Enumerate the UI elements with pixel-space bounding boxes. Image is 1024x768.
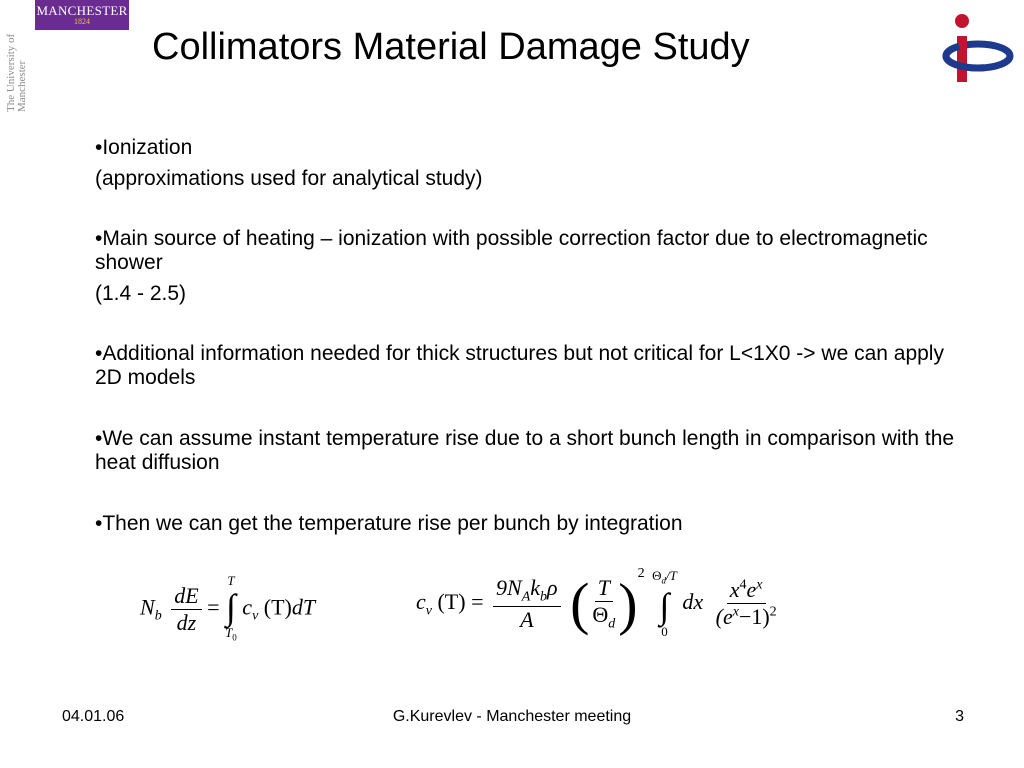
bullet-integration: •Then we can get the temperature rise per bunch by integration: [95, 512, 683, 535]
bullet-heating: •Main source of heating – ionization with possible correction factor due to electromagnetic shower: [95, 227, 928, 274]
page-title: Collimators Material Damage Study: [152, 26, 750, 68]
ip-logo-icon: [938, 12, 1014, 84]
logo-name: MANCHESTER: [36, 3, 128, 18]
page-number: 3: [955, 708, 964, 725]
manchester-logo: [35, 0, 129, 30]
correction-factor: (1.4 - 2.5): [95, 282, 187, 305]
equation-heat-capacity: $c_v$ (T) = $\frac{9N_Ak_b\rho}{A}$ ( $\frac{T}{\Theta_d}$ )$^2$ $\Theta_d/T$ ∫ 0 dx $\frac{x^4e^x}{(e^x-1)^2}$: [416, 566, 777, 640]
ionization-note: (approximations used for analytical study): [95, 167, 483, 190]
equations: [140, 556, 880, 656]
bullet-ionization: •Ionization: [95, 136, 193, 159]
footer-center: G.Kurevlev - Manchester meeting: [392, 708, 632, 725]
equation-energy: $N_b$ $\frac{dE}{dz}$ = T ∫ $T_0$ $c_v$ (T)dT: [140, 573, 316, 643]
bullet-instant: •We can assume instant temperature rise due to a short bunch length in comparison with the heat diffusion: [95, 427, 955, 474]
university-side-text: The University of Manchester: [5, 33, 28, 112]
slide-content: [95, 136, 965, 536]
footer-date: 04.01.06: [62, 708, 125, 725]
bullet-additional: •Additional information needed for thick structures but not critical for L<1X0 -> we can apply 2D models: [95, 342, 944, 389]
logo-year: 1824: [74, 17, 90, 26]
